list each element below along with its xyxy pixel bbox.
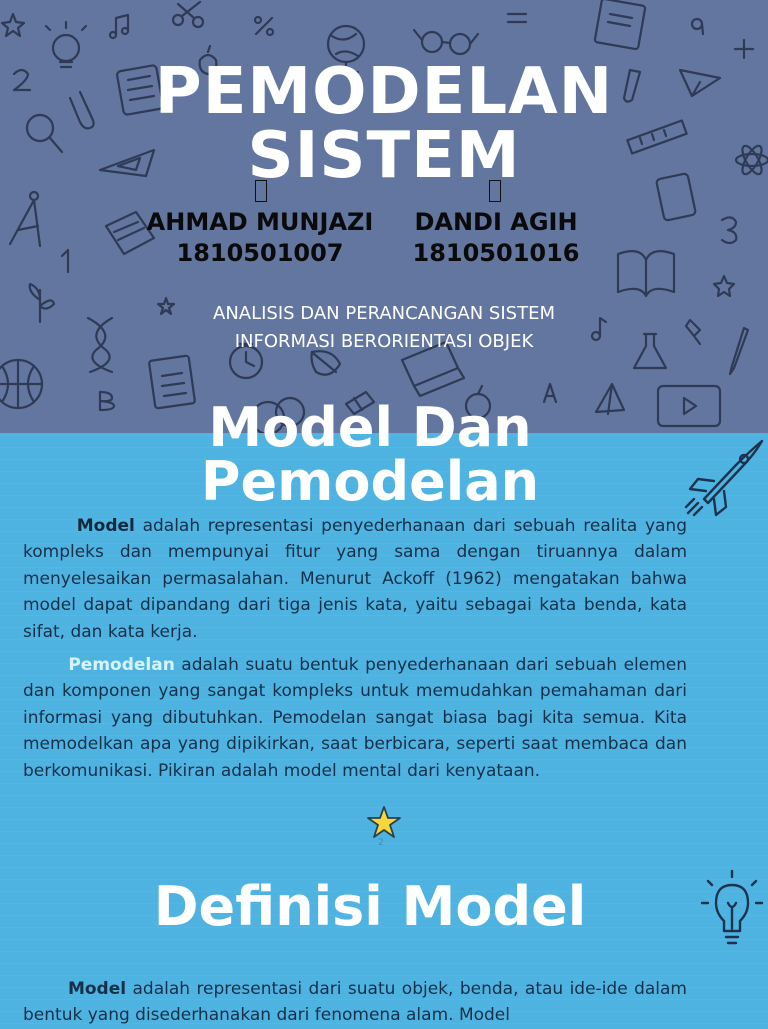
paragraph-model-text: adalah representasi penyederhanaan dari sebuah realita yang kompleks dan mempunyai fitur yang sama dengan tiruannya dalam menyelesaikan permasalahan. Menurut Ackoff (1962) mengatakan bahwa model dapat dipandang dari tiga jenis kata, yaitu sebagai kata benda, kata sifat, dan kata kerja. bbox=[23, 516, 688, 642]
keyword-model: Model bbox=[76, 516, 135, 536]
rocket-icon bbox=[684, 437, 766, 517]
course-subtitle-line-2: INFORMASI BERORIENTASI OBJEK bbox=[234, 331, 534, 352]
star-icon bbox=[366, 805, 402, 839]
author-2-id: 1810501016 bbox=[412, 239, 580, 267]
star-outline-icon bbox=[2, 14, 24, 36]
keyword-pemodelan: Pemodelan bbox=[68, 655, 175, 675]
star-icon bbox=[714, 276, 734, 296]
music-note-icon bbox=[110, 15, 128, 38]
course-subtitle bbox=[0, 300, 768, 356]
missing-glyph-icon bbox=[489, 180, 501, 202]
number-three-icon bbox=[722, 217, 736, 243]
notebook-icon bbox=[595, 0, 646, 49]
cut-off-heading: Model Dan bbox=[208, 396, 532, 459]
paragraph-pemodelan bbox=[23, 652, 687, 784]
letter-q-icon bbox=[692, 19, 703, 34]
scissors-icon bbox=[173, 2, 203, 27]
author-1-name: AHMAD MUNJAZI bbox=[146, 208, 374, 236]
number-one-icon bbox=[62, 250, 68, 272]
author-2 bbox=[366, 207, 626, 269]
percent-icon bbox=[255, 17, 273, 35]
compass-icon bbox=[10, 192, 40, 246]
section-title-definisi: Definisi Model bbox=[153, 875, 587, 938]
paragraph-definisi bbox=[23, 976, 687, 1029]
author-1 bbox=[130, 207, 390, 269]
plus-icon bbox=[735, 40, 753, 58]
paragraph-pemodelan-text: adalah suatu bentuk penyederhanaan dari sebuah elemen dan komponen yang sangat kompleks untuk memudahkan pemahaman dari informasi yang dibutuhkan. Pemodelan sangat biasa bagi kita semua. Kita memodelkan apa yang dipikirkan, saat berbicara, seperti saat membaca dan berkomunikasi. Pikiran adalah model mental dari kenyataan. bbox=[23, 655, 687, 781]
author-1-id: 1810501007 bbox=[176, 239, 344, 267]
open-book-icon bbox=[618, 251, 674, 296]
title-line-2: SISTEM bbox=[247, 119, 521, 193]
light-bulb-icon bbox=[700, 869, 764, 951]
section-title: Pemodelan bbox=[200, 450, 540, 513]
equals-icon bbox=[508, 14, 526, 22]
keyword-model-definisi: Model bbox=[67, 979, 127, 999]
course-subtitle-line-1: ANALISIS DAN PERANCANGAN SISTEM bbox=[213, 303, 555, 324]
title-line-1: PEMODELAN bbox=[154, 55, 614, 129]
content-slide bbox=[0, 396, 768, 1026]
page-number: 2 bbox=[378, 838, 384, 848]
author-2-name: DANDI AGIH bbox=[414, 208, 578, 236]
paragraph-definisi-text: adalah representasi dari suatu objek, benda, atau ide-ide dalam bentuk yang disederhanakan dari fenomena alam. Model bbox=[23, 979, 687, 1026]
title-slide bbox=[0, 0, 768, 433]
missing-glyph-icon bbox=[255, 180, 267, 202]
paragraph-model bbox=[23, 513, 687, 645]
glasses-icon bbox=[414, 30, 478, 54]
